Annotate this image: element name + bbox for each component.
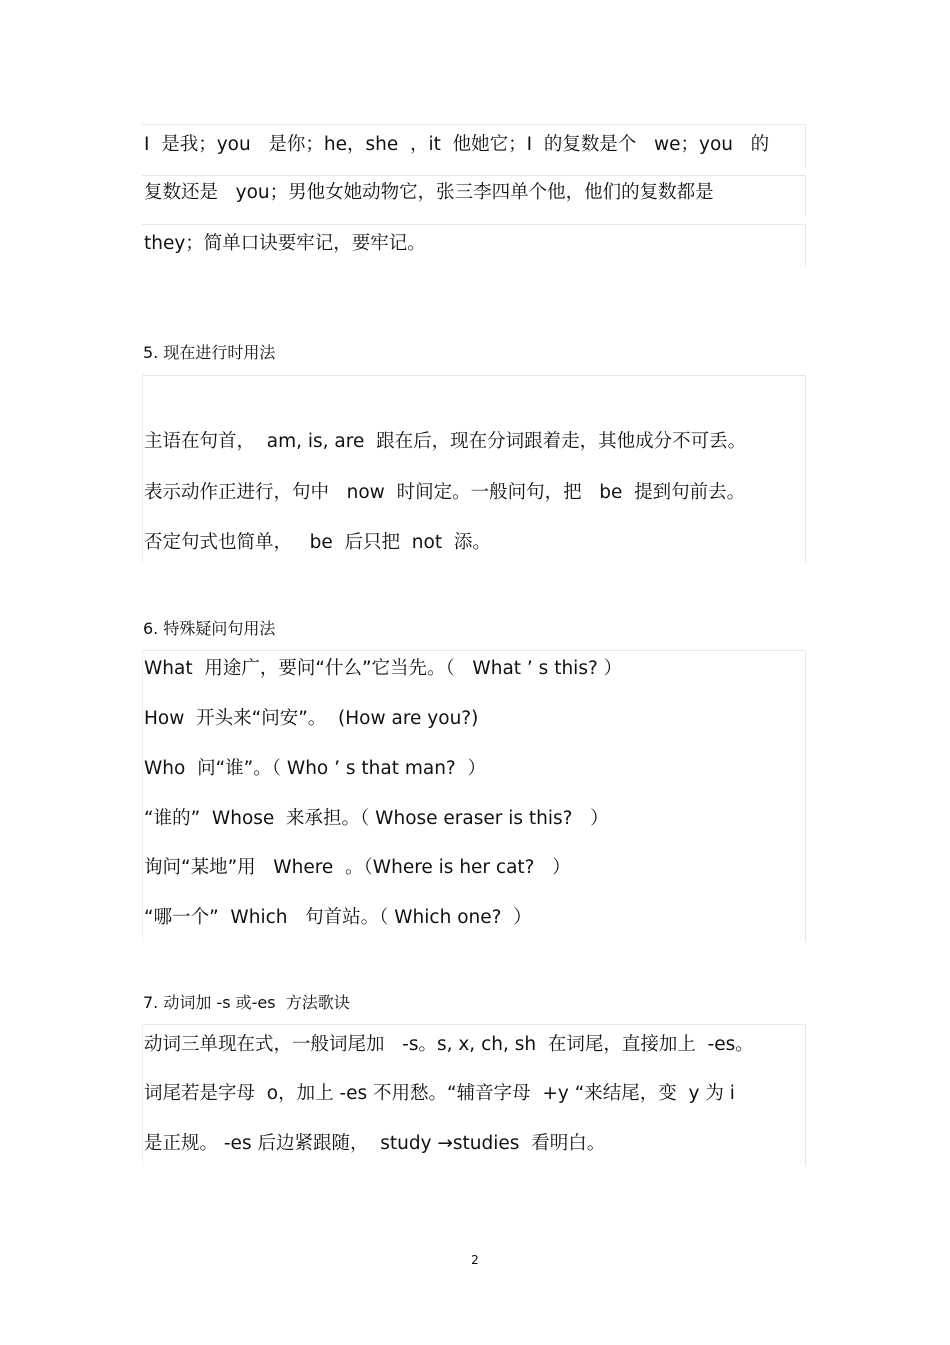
section7-line-1: 动词三单现在式，一般词尾加 -s。s, x, ch, sh 在词尾，直接加上 -es。 bbox=[144, 1034, 754, 1055]
section6-heading: 6. 特殊疑问句用法 bbox=[143, 619, 276, 638]
section6-line-4: “谁的” Whose 来承担。（ Whose eraser is this? ） bbox=[144, 808, 609, 829]
section7-line-3: 是正规。 -es 后边紧跟随， study →studies 看明白。 bbox=[144, 1133, 606, 1154]
block4-line-3: they；简单口诀要牢记，要牢记。 bbox=[144, 233, 426, 254]
section5-line-1: 主语在句首， am, is, are 跟在后，现在分词跟着走，其他成分不可丢。 bbox=[144, 431, 747, 452]
section7-heading: 7. 动词加 -s 或-es 方法歌诀 bbox=[143, 993, 350, 1012]
section6-line-6: “哪一个” Which 句首站。（ Which one? ） bbox=[144, 907, 532, 928]
block4-line-1: I 是我；you 是你；he，she ，it 他她它；I 的复数是个 we；you 的 bbox=[144, 134, 770, 155]
block4-line-2: 复数还是 you；男他女她动物它，张三李四单个他，他们的复数都是 bbox=[144, 182, 714, 203]
section7-line-2: 词尾若是字母 o，加上 -es 不用愁。“辅音字母 +y “来结尾，变 y 为 i bbox=[144, 1083, 735, 1104]
section6-line-1: What 用途广，要问“什么”它当先。（ What ’ s this? ） bbox=[144, 658, 623, 679]
section5-line-2: 表示动作正进行，句中 now 时间定。一般问句，把 be 提到句前去。 bbox=[144, 482, 746, 503]
section5-heading: 5. 现在进行时用法 bbox=[143, 343, 276, 362]
section6-line-3: Who 问“谁”。（ Who ’ s that man? ） bbox=[144, 758, 487, 779]
section6-border bbox=[142, 650, 806, 942]
section6-line-5: 询问“某地”用 Where 。（Where is her cat? ） bbox=[144, 857, 571, 878]
section6-line-2: How 开头来“问安”。 (How are you?) bbox=[144, 708, 479, 729]
section5-line-3: 否定句式也简单， be 后只把 not 添。 bbox=[144, 532, 491, 553]
page-number: 2 bbox=[471, 1253, 479, 1267]
